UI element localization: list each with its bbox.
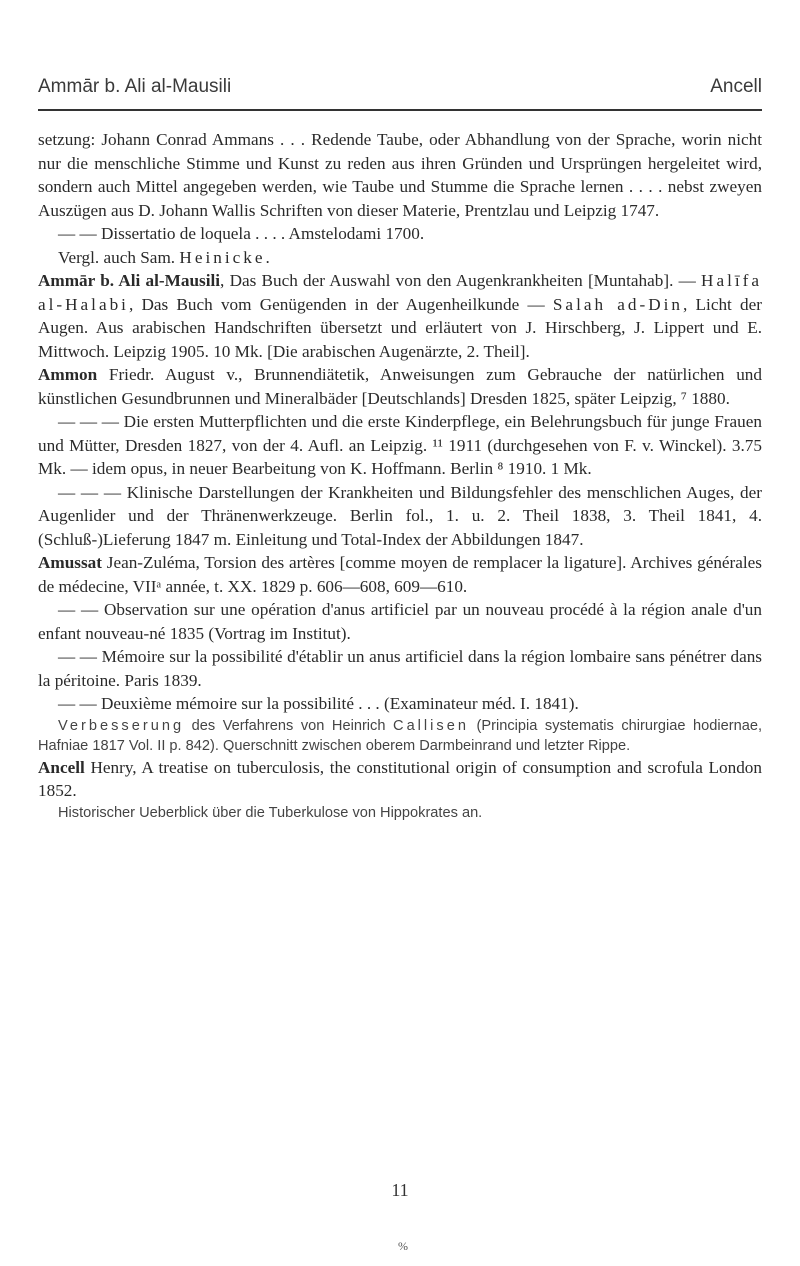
paragraph [38, 269, 762, 363]
running-head-right: Ancell [710, 76, 762, 97]
spaced-name: Verbesserung [58, 717, 185, 734]
spaced-name: Halīfa al-Halabi [38, 271, 762, 314]
paragraph [38, 598, 762, 645]
text-run: — — Observation sur une opération d'anus artificiel par un nouveau procédé à la région anale d'un enfant nouveau-né 1835 (Vortrag im Institut). [38, 600, 762, 643]
entry-heading: Ammon [38, 365, 98, 384]
text-run: setzung: Johann Conrad Ammans . . . Redende Taube, oder Abhandlung von der Sprache, worin nicht nur die menschliche Stimme und Kunst zu reden aus ihren Gründen und Ursprüngen hergeleitet wird, sondern auch Mittel angegeben werden, wie Taube und Stumme die Sprache lernen . . . . nebst zweyen Auszügen aus D. Johann Wallis Schriften von dieser Materie, Prentzlau und Leipzig 1747. [38, 130, 762, 220]
paragraph [38, 803, 762, 823]
text-run: (Principia systematis chirurgiae hodiernae, Hafniae 1817 Vol. II p. 842). Querschnitt zwischen oberem Darmbeinrand und letzter Rippe. [38, 717, 762, 754]
entry-heading: Ammār b. Ali al-Mausili [38, 271, 221, 290]
spaced-name: Heinicke [179, 247, 266, 267]
paragraph [38, 410, 762, 481]
text-run: Jean-Zuléma, Torsion des artères [comme moyen de remplacer la ligature]. Archives générales de médecine, VIIᵃ année, t. XX. 1829 p. 606—608, 609—610. [38, 553, 762, 596]
text-run: Friedr. August v., Brunnendiätetik, Anweisungen zum Gebrauche der natürlichen und künstlichen Gesundbrunnen und Mineralbäder [Deutschlands] Dresden 1825, später Leipzig, ⁷ 1880. [38, 365, 762, 408]
footer-mark: % [398, 1239, 408, 1253]
running-head-left: Ammār b. Ali al-Mausili [38, 76, 232, 97]
paragraph [38, 481, 762, 552]
running-head [38, 76, 762, 98]
text-run: Vergl. auch Sam. [58, 247, 180, 267]
spaced-name: Callisen [393, 717, 469, 734]
text-run: — — Mémoire sur la possibilité d'établir un anus artificiel dans la région lombaire sans pénétrer dans la péritoine. Paris 1839. [38, 647, 762, 690]
entry-heading: Amussat [38, 553, 102, 572]
header-rule [38, 109, 762, 111]
text-run: — — Deuxième mémoire sur la possibilité . . . (Examinateur méd. I. 1841). [58, 694, 579, 713]
paragraph [38, 645, 762, 692]
paragraph [38, 756, 762, 803]
spaced-name: Salah ad-Din [552, 294, 684, 314]
text-run: Historischer Ueberblick über die Tuberkulose von Hippokrates an. [58, 804, 483, 821]
paragraph [38, 246, 762, 270]
entry-heading: Ancell [38, 757, 85, 777]
paragraph [38, 128, 762, 222]
paragraph [38, 551, 762, 598]
text-run: . [265, 247, 270, 267]
text-run: — — — Klinische Darstellungen der Krankheiten und Bildungsfehler des menschlichen Auges, der Augenlider und der Thränenwerkzeuge. Berlin fol., 1. u. 2. Theil 1838, 3. Theil 1841, 4. (Schluß-)Lieferung 1847 m. Einleitung und Total-Index der Abbildungen 1847. [38, 482, 762, 549]
page-body [38, 128, 762, 823]
paragraph [38, 363, 762, 410]
page-number: 11 [391, 1180, 409, 1200]
paragraph [38, 222, 762, 246]
text-run: , Das Buch vom Genügenden in der Augenheilkunde — [128, 294, 553, 314]
text-run: — — — Die ersten Mutterpflichten und die erste Kinderpflege, ein Belehrungsbuch für junge Frauen und Mütter, Dresden 1827, von der 4. Aufl. an Leipzig. ¹¹ 1911 (durchgesehen von F. v. Winckel). 3.75 Mk. — idem opus, in neuer Bearbeitung von K. Hoffmann. Berlin ⁸ 1910. 1 Mk. [38, 412, 762, 478]
paragraph [38, 716, 762, 756]
text-run: , Licht der Augen. Aus arabischen Handschriften übersetzt und erläutert von J. Hirschberg, J. Lippert und E. Mittwoch. Leipzig 1905. 10 Mk. [Die arabischen Augenärzte, 2. Theil]. [38, 294, 762, 361]
text-run: , Das Buch der Auswahl von den Augenkrankheiten [Muntahab]. — [220, 271, 702, 290]
text-run: Henry, A treatise on tuberculosis, the constitutional origin of consumption and scrofula London 1852. [38, 757, 762, 800]
paragraph [38, 692, 762, 716]
text-run: des Verfahrens von Heinrich [184, 717, 394, 734]
text-run: — — Dissertatio de loquela . . . . Amstelodami 1700. [58, 224, 425, 243]
